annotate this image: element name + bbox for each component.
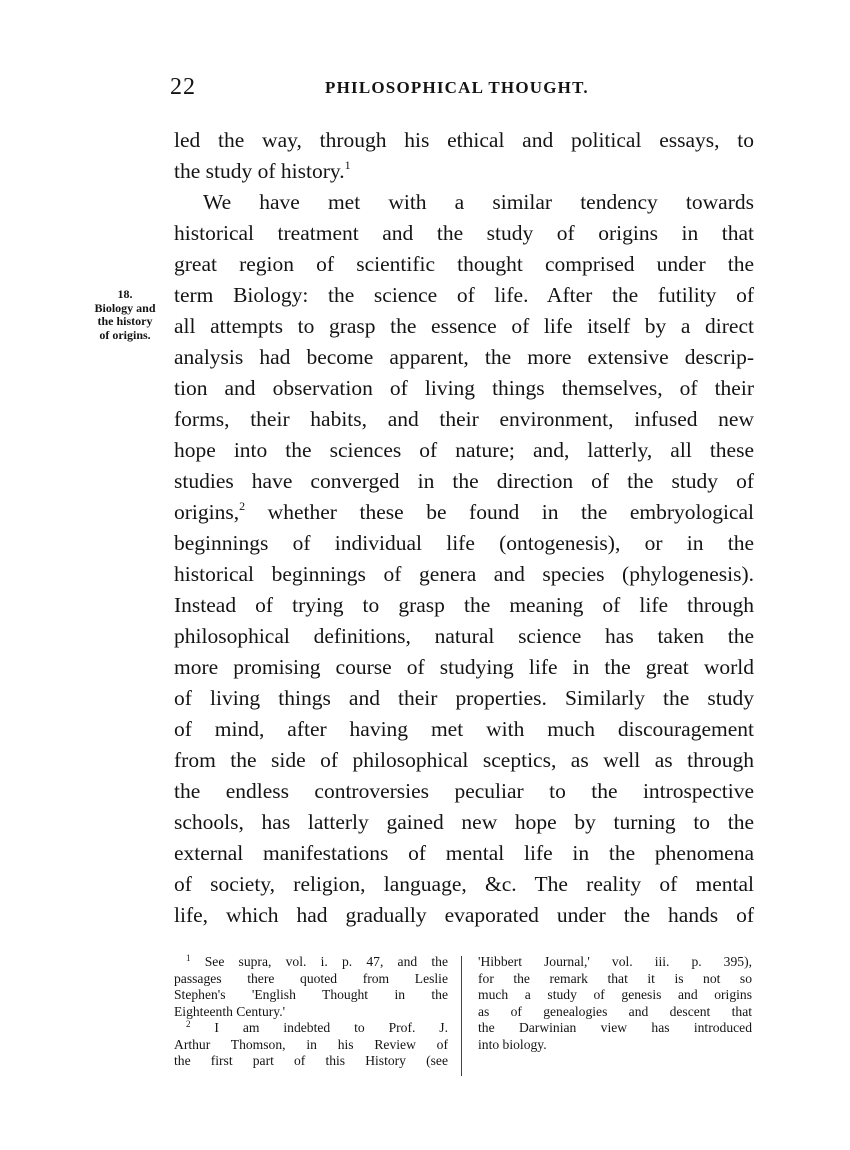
text-line: philosophical definitions, natural science has taken the [174, 624, 754, 648]
page-header [170, 74, 750, 104]
footnote-line: into biology. [478, 1036, 547, 1052]
footnote-line: for the remark that it is not so [478, 970, 752, 986]
text-line: term Biology: the science of life. After the futility of [174, 283, 754, 307]
text-fragment: See supra, vol. i. p. 47, and the [204, 954, 448, 969]
text-line: external manifestations of mental life in the phenomena [174, 841, 754, 865]
footnotes-right-column [478, 954, 752, 1053]
text-line: the endless controversies peculiar to the introspective [174, 779, 754, 803]
margin-note-line: the history [97, 314, 153, 328]
footnote-line: the Darwinian view has introduced [478, 1020, 752, 1035]
margin-note-line: of origins. [99, 327, 151, 342]
text-line: Instead of trying to grasp the meaning of life through [174, 593, 754, 617]
text-fragment: the study of history. [174, 159, 345, 183]
text-line: great region of scientific thought comprised under the [174, 252, 754, 276]
text-line: We have met with a similar tendency towards [203, 190, 754, 214]
text-line [174, 497, 754, 528]
footnote-ref[interactable]: 2 [239, 499, 246, 513]
text-line: from the side of philosophical sceptics, as well as through [174, 748, 754, 772]
footnote-ref[interactable]: 1 [344, 158, 351, 172]
text-line: analysis had become apparent, the more extensive descrip- [174, 345, 754, 369]
text-line: of society, religion, language, &c. The reality of mental [174, 872, 754, 896]
footnote-line: Arthur Thomson, in his Review of [174, 1036, 448, 1052]
footnote-line: Eighteenth Century.' [174, 1003, 286, 1019]
text-fragment: I am indebted to Prof. J. [214, 1020, 448, 1035]
text-line: forms, their habits, and their environment, infused new [174, 407, 754, 431]
footnote-marker: 2 [186, 1019, 191, 1029]
footnote-line: the first part of this History (see [174, 1053, 448, 1068]
text-line: led the way, through his ethical and political essays, to [174, 128, 754, 152]
margin-section-number: 18. [117, 287, 133, 301]
text-line: life, which had gradually evaporated under the hands of [174, 903, 754, 927]
footnote-marker: 1 [186, 953, 191, 963]
margin-note [80, 288, 170, 342]
footnote-line: 'Hibbert Journal,' vol. iii. p. 395), [478, 954, 752, 969]
footnote-line: Stephen's 'English Thought in the [174, 987, 448, 1002]
footnote-line [174, 1020, 448, 1037]
text-line: historical beginnings of genera and species (phylogenesis). [174, 562, 754, 586]
text-line: historical treatment and the study of origins in that [174, 221, 754, 245]
footnotes-left-column [174, 954, 448, 1070]
footnote-line [174, 954, 448, 971]
text-line: more promising course of studying life in the great world [174, 655, 754, 679]
text-line: tion and observation of living things themselves, of their [174, 376, 754, 400]
footnote-line: much a study of genesis and origins [478, 987, 752, 1002]
text-line: hope into the sciences of nature; and, latterly, all these [174, 438, 754, 462]
page-number: 22 [170, 74, 196, 100]
text-fragment: whether these be found in the embryological [267, 500, 755, 524]
text-line: of mind, after having met with much discouragement [174, 717, 754, 741]
footnote-line: passages there quoted from Leslie [174, 970, 448, 986]
footnote-column-divider [461, 956, 462, 1076]
text-line: all attempts to grasp the essence of life itself by a direct [174, 314, 754, 338]
text-line: of living things and their properties. Similarly the study [174, 686, 754, 710]
text-line: beginnings of individual life (ontogenesis), or in the [174, 531, 754, 555]
footnote-line: as of genealogies and descent that [478, 1003, 752, 1019]
text-line: schools, has latterly gained new hope by turning to the [174, 810, 754, 834]
running-title: PHILOSOPHICAL THOUGHT. [325, 78, 589, 97]
body-text [174, 125, 754, 931]
text-fragment: origins, [174, 500, 240, 524]
margin-note-line: Biology and [94, 300, 156, 315]
text-line [174, 156, 754, 187]
text-line: studies have converged in the direction of the study of [174, 469, 754, 493]
